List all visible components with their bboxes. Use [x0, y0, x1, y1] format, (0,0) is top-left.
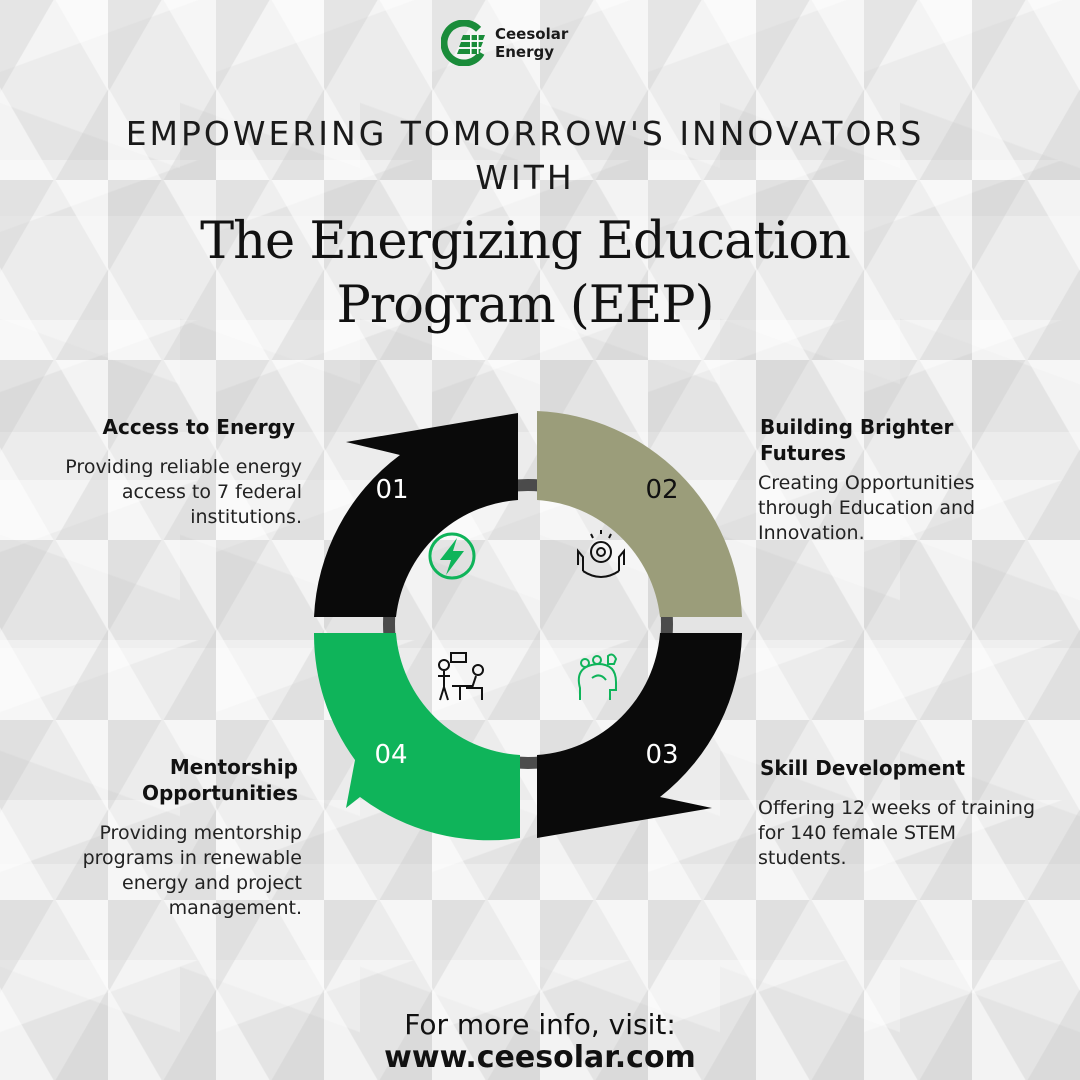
segment-01-shape	[314, 413, 518, 617]
segment-01	[314, 413, 518, 617]
brand-logo	[441, 20, 568, 66]
page-title-line1: The Energizing Education	[200, 212, 850, 271]
segment-02	[537, 411, 742, 617]
lightning-bolt-icon	[430, 534, 474, 578]
segment-02-number: 02	[645, 475, 679, 505]
page-title-line2: Program (EEP)	[336, 276, 714, 335]
head-ideas-icon	[579, 655, 616, 700]
segment-03-number: 03	[645, 740, 679, 770]
tagline-line1: EMPOWERING TOMORROW'S INNOVATORS	[125, 114, 925, 153]
tagline	[40, 112, 1010, 200]
hands-gear-icon	[578, 530, 624, 577]
brand-name-line1: Ceesolar	[495, 25, 569, 43]
segment-04-title: Mentorship Opportunities	[141, 755, 298, 805]
ceesolar-logo-icon	[441, 20, 487, 66]
segment-04-description: Providing mentorship programs in renewable energy and project management.	[82, 822, 302, 919]
segment-02-shape	[537, 411, 742, 617]
segment-02-title: Building Brighter Futures	[760, 415, 954, 465]
segment-02-description: Creating Opportunities through Education and Innovation.	[758, 472, 976, 544]
segment-01-number: 01	[375, 475, 409, 505]
segment-03-title: Skill Development	[760, 756, 966, 780]
tagline-line2: WITH	[475, 158, 575, 197]
segment-04-shape	[314, 633, 520, 840]
segment-01-description: Providing reliable energy access to 7 federal institutions.	[65, 456, 302, 528]
brand-name-line2: Energy	[495, 43, 555, 61]
segment-03-shape	[537, 633, 742, 838]
segment-03	[537, 633, 742, 838]
segment-04-number: 04	[374, 740, 408, 770]
segment-01-title: Access to Energy	[102, 415, 295, 439]
mentor-meeting-icon	[438, 653, 483, 700]
brand-name	[495, 25, 568, 61]
footer-website-link[interactable]: www.ceesolar.com	[384, 1040, 696, 1075]
page-title	[140, 210, 910, 338]
segment-04	[314, 633, 520, 840]
footer-info-label: For more info, visit:	[404, 1008, 676, 1041]
segment-03-description: Offering 12 weeks of training for 140 female STEM students.	[758, 797, 1036, 869]
cycle-wheel	[300, 400, 760, 850]
